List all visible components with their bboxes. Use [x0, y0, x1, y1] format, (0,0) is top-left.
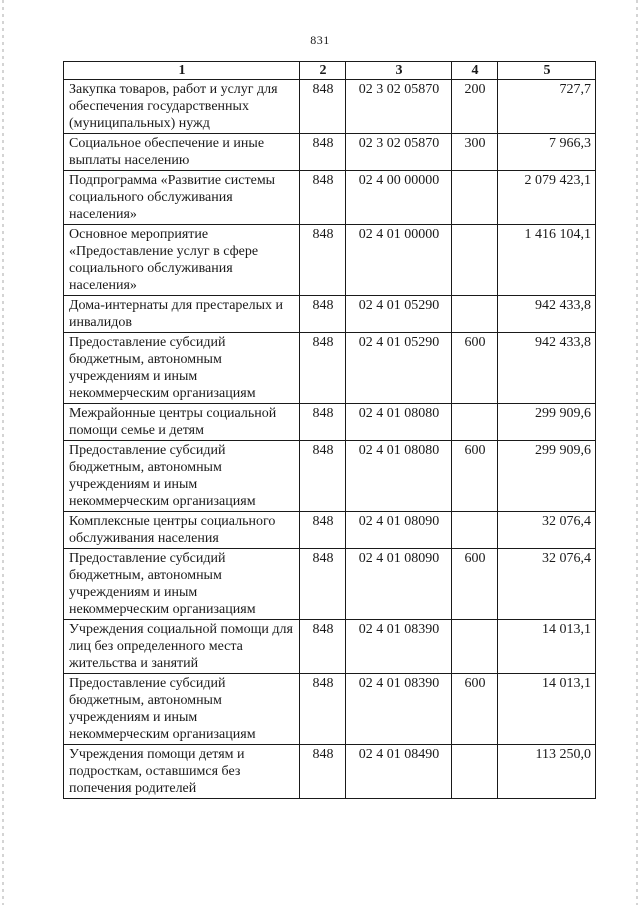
cell-target-article: 02 4 01 05290: [346, 333, 452, 404]
cell-name: Межрайонные центры социальной помощи семье и детям: [64, 404, 300, 441]
cell-name: Подпрограмма «Развитие системы социального обслуживания населения»: [64, 171, 300, 225]
cell-amount: 942 433,8: [498, 296, 596, 333]
table-row: [64, 620, 596, 674]
cell-expense-type: [452, 296, 498, 333]
cell-name: Предоставление субсидий бюджетным, автономным учреждениям и иным некоммерческим организациям: [64, 549, 300, 620]
cell-expense-type: [452, 171, 498, 225]
cell-target-article: 02 3 02 05870: [346, 80, 452, 134]
cell-grbs-code: 848: [300, 225, 346, 296]
cell-amount: 942 433,8: [498, 333, 596, 404]
cell-amount: 299 909,6: [498, 404, 596, 441]
cell-amount: 727,7: [498, 80, 596, 134]
cell-amount: 113 250,0: [498, 745, 596, 799]
cell-name: Комплексные центры социального обслуживания населения: [64, 512, 300, 549]
header-col-2: 2: [300, 62, 346, 80]
cell-target-article: 02 4 01 08390: [346, 674, 452, 745]
cell-amount: 14 013,1: [498, 674, 596, 745]
header-col-3: 3: [346, 62, 452, 80]
table-row: [64, 512, 596, 549]
scan-edge-right: [636, 0, 638, 905]
table-row: [64, 549, 596, 620]
cell-amount: 32 076,4: [498, 549, 596, 620]
page-number: 831: [310, 33, 330, 47]
cell-amount: 2 079 423,1: [498, 171, 596, 225]
cell-name: Закупка товаров, работ и услуг для обеспечения государственных (муниципальных) нужд: [64, 80, 300, 134]
cell-target-article: 02 4 01 08390: [346, 620, 452, 674]
cell-name: Учреждения помощи детям и подросткам, оставшимся без попечения родителей: [64, 745, 300, 799]
cell-name: Дома-интернаты для престарелых и инвалидов: [64, 296, 300, 333]
cell-target-article: 02 4 01 08090: [346, 512, 452, 549]
cell-target-article: 02 4 01 08080: [346, 404, 452, 441]
cell-target-article: 02 4 01 05290: [346, 296, 452, 333]
table-row: [64, 404, 596, 441]
cell-grbs-code: 848: [300, 333, 346, 404]
cell-expense-type: 600: [452, 674, 498, 745]
table-header: [64, 62, 596, 80]
cell-expense-type: [452, 225, 498, 296]
cell-expense-type: 200: [452, 80, 498, 134]
cell-grbs-code: 848: [300, 620, 346, 674]
cell-grbs-code: 848: [300, 296, 346, 333]
cell-grbs-code: 848: [300, 171, 346, 225]
cell-grbs-code: 848: [300, 404, 346, 441]
header-col-4: 4: [452, 62, 498, 80]
cell-amount: 32 076,4: [498, 512, 596, 549]
cell-grbs-code: 848: [300, 441, 346, 512]
table-row: [64, 745, 596, 799]
cell-grbs-code: 848: [300, 134, 346, 171]
cell-target-article: 02 3 02 05870: [346, 134, 452, 171]
budget-table: [63, 61, 596, 799]
cell-grbs-code: 848: [300, 512, 346, 549]
cell-amount: 7 966,3: [498, 134, 596, 171]
header-col-1: 1: [64, 62, 300, 80]
table-row: [64, 333, 596, 404]
cell-target-article: 02 4 01 00000: [346, 225, 452, 296]
cell-amount: 1 416 104,1: [498, 225, 596, 296]
cell-target-article: 02 4 01 08490: [346, 745, 452, 799]
cell-expense-type: 600: [452, 441, 498, 512]
cell-expense-type: 300: [452, 134, 498, 171]
cell-amount: 14 013,1: [498, 620, 596, 674]
cell-name: Основное мероприятие «Предоставление услуг в сфере социального обслуживания населения»: [64, 225, 300, 296]
cell-expense-type: [452, 404, 498, 441]
header-row: [64, 62, 596, 80]
cell-expense-type: [452, 745, 498, 799]
cell-name: Предоставление субсидий бюджетным, автономным учреждениям и иным некоммерческим организациям: [64, 441, 300, 512]
table-row: [64, 441, 596, 512]
cell-target-article: 02 4 01 08090: [346, 549, 452, 620]
cell-expense-type: [452, 512, 498, 549]
cell-grbs-code: 848: [300, 674, 346, 745]
cell-grbs-code: 848: [300, 80, 346, 134]
table-row: [64, 674, 596, 745]
cell-target-article: 02 4 01 08080: [346, 441, 452, 512]
cell-target-article: 02 4 00 00000: [346, 171, 452, 225]
table-row: [64, 296, 596, 333]
cell-expense-type: [452, 620, 498, 674]
cell-expense-type: 600: [452, 333, 498, 404]
table-body: [64, 80, 596, 799]
cell-name: Предоставление субсидий бюджетным, автономным учреждениям и иным некоммерческим организациям: [64, 674, 300, 745]
cell-name: Учреждения социальной помощи для лиц без определенного места жительства и занятий: [64, 620, 300, 674]
cell-grbs-code: 848: [300, 549, 346, 620]
header-col-5: 5: [498, 62, 596, 80]
table-row: [64, 134, 596, 171]
table-row: [64, 225, 596, 296]
cell-name: Предоставление субсидий бюджетным, автономным учреждениям и иным некоммерческим организациям: [64, 333, 300, 404]
cell-amount: 299 909,6: [498, 441, 596, 512]
table-row: [64, 80, 596, 134]
cell-name: Социальное обеспечение и иные выплаты населению: [64, 134, 300, 171]
scan-edge-left: [2, 0, 4, 905]
cell-expense-type: 600: [452, 549, 498, 620]
cell-grbs-code: 848: [300, 745, 346, 799]
table-row: [64, 171, 596, 225]
